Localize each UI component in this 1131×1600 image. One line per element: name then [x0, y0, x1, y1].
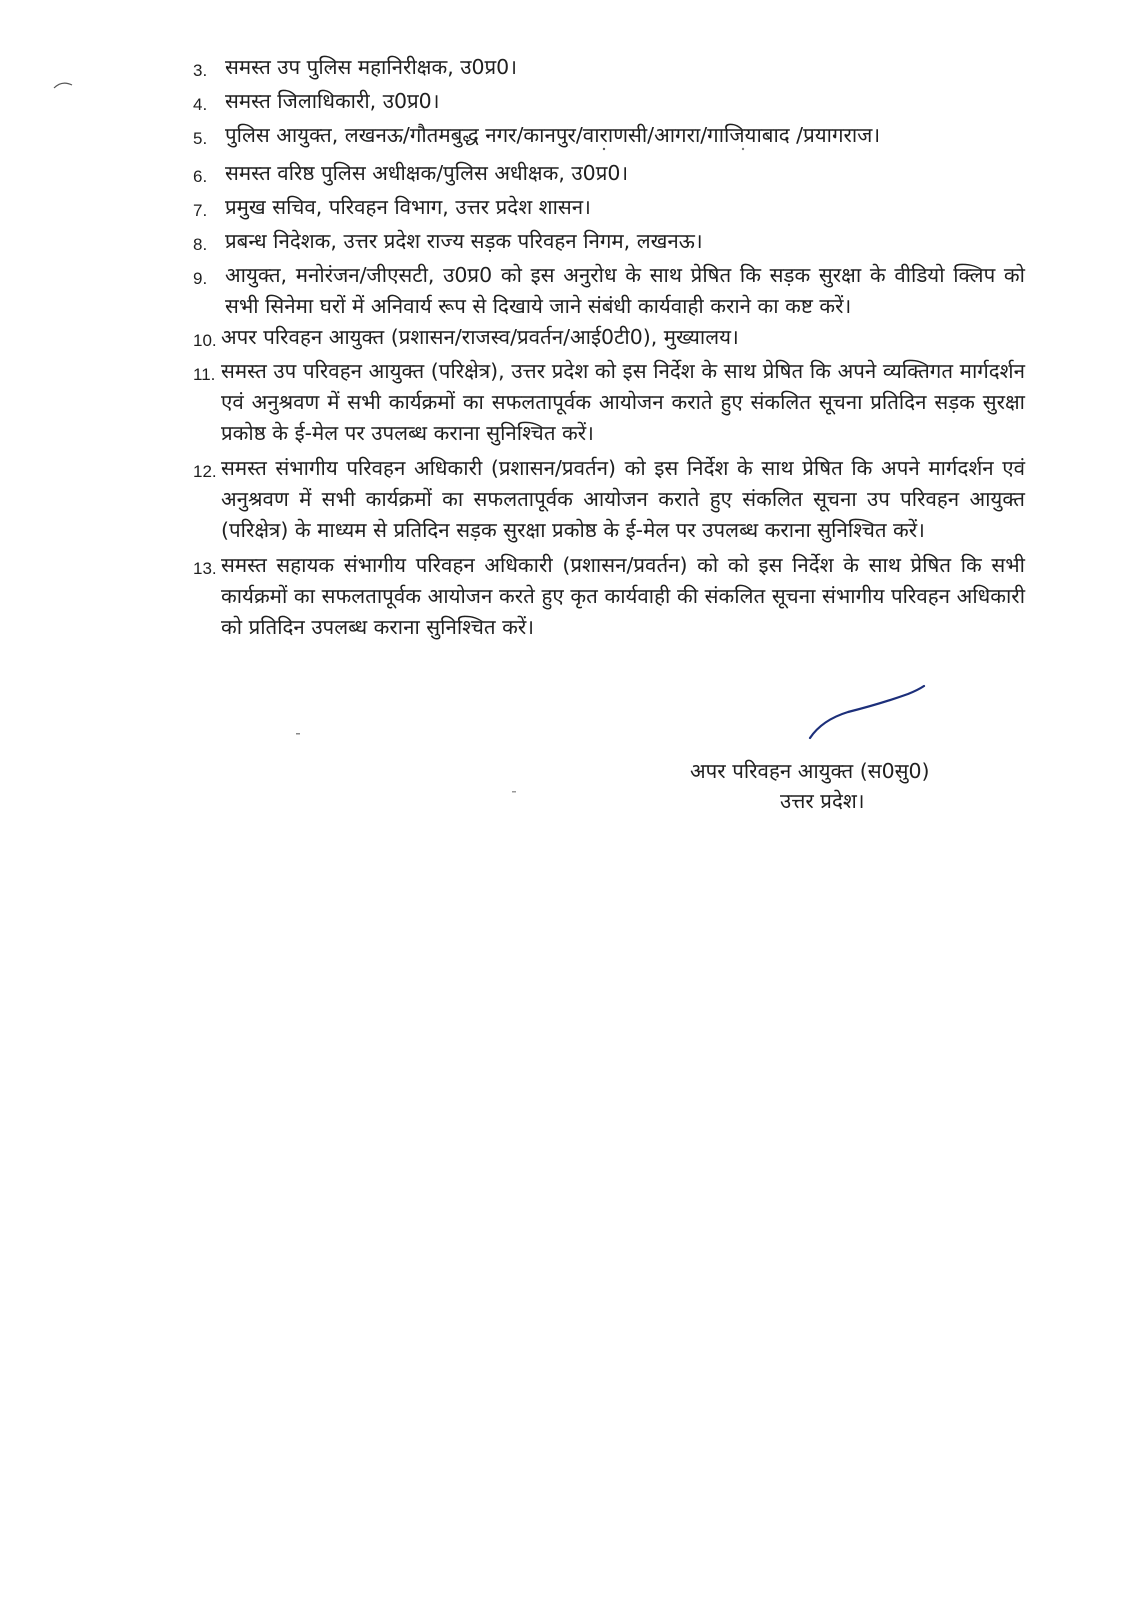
item-number: 3.: [193, 61, 208, 80]
item-number: 11.: [193, 365, 216, 384]
item-number: 8.: [193, 235, 208, 254]
item-text: प्रबन्ध निदेशक, उत्तर प्रदेश राज्य सड़क परिवहन निगम, लखनऊ।: [225, 229, 703, 253]
item-text: समस्त जिलाधिकारी, उ0प्र0।: [225, 89, 440, 113]
item-text: प्रमुख सचिव, परिवहन विभाग, उत्तर प्रदेश शासन।: [225, 195, 591, 219]
item-text: समस्त उप परिवहन आयुक्त (परिक्षेत्र), उत्तर प्रदेश को इस निर्देश के साथ प्रेषित कि अपने व्यक्तिगत मार्गदर्शन एवं अनुश्रवण में सभी कार्यक्रमों का सफलतापूर्वक आयोजन कराते हुए संकलित सूचना प्रतिदिन सड़क सुरक्षा प्रकोष्ठ के ई-मेल पर उपलब्ध कराना सुनिश्चित करें।: [221, 359, 1025, 445]
list-item: [193, 86, 1025, 120]
list-item: [193, 260, 1025, 322]
item-text: पुलिस आयुक्त, लखनऊ/गौतमबुद्ध नगर/कानपुर/वाराणसी/आगरा/गाजियाबाद /प्रयागराज।: [225, 123, 881, 147]
list-item: [193, 453, 1025, 546]
item-number: 7.: [193, 201, 208, 220]
scan-speck-icon: [512, 790, 518, 794]
list-item: [193, 192, 1025, 226]
item-number: 5.: [193, 129, 208, 148]
pen-stroke-icon: [800, 680, 940, 744]
item-number: 10.: [193, 331, 217, 350]
signatory-region: उत्तर प्रदेश।: [780, 789, 865, 813]
item-number: 9.: [193, 269, 208, 288]
item-text: आयुक्त, मनोरंजन/जीएसटी, उ0प्र0 को इस अनुरोध के साथ प्रेषित कि सड़क सुरक्षा के वीडियो क्लिप को सभी सिनेमा घरों में अनिवार्य रूप से दिखाये जाने संबंधी कार्यवाही कराने का कष्ट करें।: [225, 263, 1025, 318]
signature-block: [690, 756, 1010, 816]
item-number: 6.: [193, 167, 208, 186]
list-item: [193, 356, 1025, 449]
signatory-designation: अपर परिवहन आयुक्त (स0सु0): [690, 759, 930, 783]
item-text: समस्त वरिष्ठ पुलिस अधीक्षक/पुलिस अधीक्षक, उ0प्र0।: [225, 161, 629, 185]
scan-mark-icon: [52, 78, 76, 92]
distribution-list: [193, 52, 1025, 643]
item-text: समस्त संभागीय परिवहन अधिकारी (प्रशासन/प्रवर्तन) को इस निर्देश के साथ प्रेषित कि अपने मार्गदर्शन एवं अनुश्रवण में सभी कार्यक्रमों का सफलतापूर्वक आयोजन कराते हुए संकलित सूचना उप परिवहन आयुक्त (परिक्षेत्र) के माध्यम से प्रतिदिन सड़क सुरक्षा प्रकोष्ठ के ई-मेल पर उपलब्ध कराना सुनिश्चित करें।: [221, 456, 1025, 542]
item-number: 12.: [193, 462, 217, 481]
list-item: [193, 52, 1025, 86]
item-text: समस्त सहायक संभागीय परिवहन अधिकारी (प्रशासन/प्रवर्तन) को को इस निर्देश के साथ प्रेषित कि सभी कार्यक्रमों का सफलतापूर्वक आयोजन करते हुए कृत कार्यवाही की संकलित सूचना संभागीय परिवहन अधिकारी को प्रतिदिन उपलब्ध कराना सुनिश्चित करें।: [221, 553, 1025, 639]
scan-speck-icon: [296, 732, 302, 736]
list-item: [193, 158, 1025, 192]
item-number: 13.: [193, 559, 217, 578]
list-item: [193, 226, 1025, 260]
list-item: [193, 322, 1025, 356]
item-text: समस्त उप पुलिस महानिरीक्षक, उ0प्र0।: [225, 55, 517, 79]
item-number: 4.: [193, 95, 208, 114]
item-text: अपर परिवहन आयुक्त (प्रशासन/राजस्व/प्रवर्तन/आई0टी0), मुख्यालय।: [221, 325, 739, 349]
list-item: [193, 550, 1025, 643]
list-item: [193, 120, 1025, 154]
